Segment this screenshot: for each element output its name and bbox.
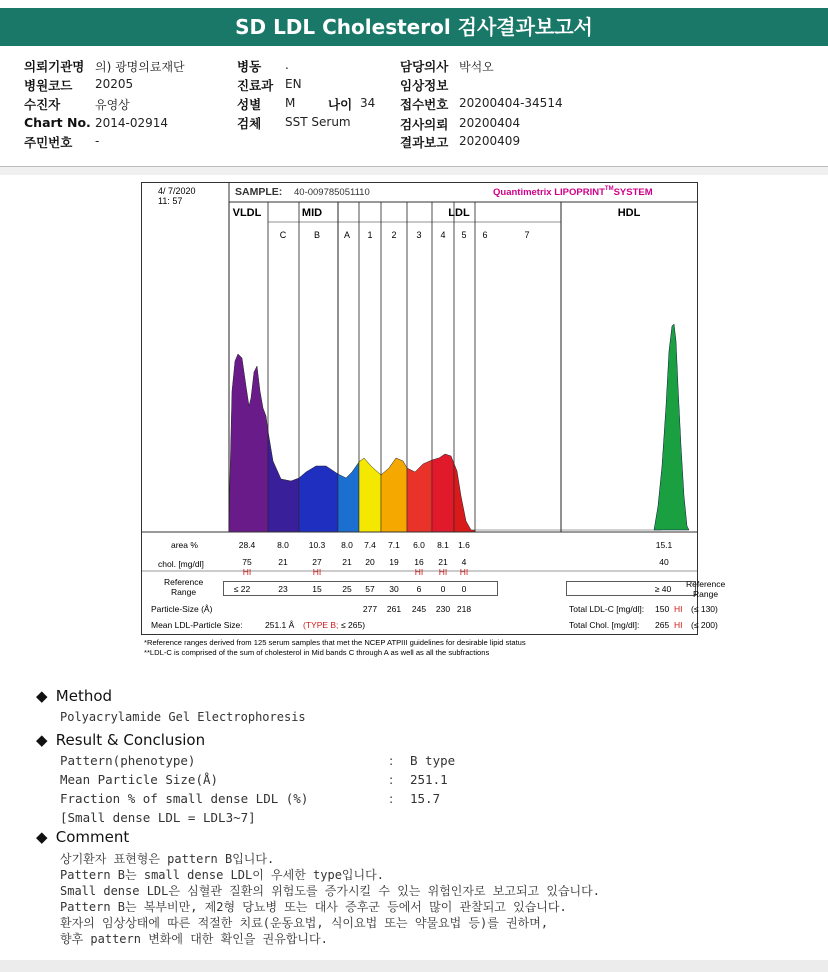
table-cell: HI [414, 567, 424, 577]
hospital-value: 의) 광명의료재단 [95, 60, 185, 74]
table-cell: 8.0 [277, 540, 289, 550]
band-labels [280, 230, 530, 240]
result-label-size: Mean Particle Size(Å) [60, 772, 219, 787]
table-cell: 7.4 [364, 540, 376, 550]
chart-value: 2014-02914 [95, 116, 169, 130]
ssn-label: 주민번호 [24, 135, 73, 150]
chol-label: chol. [mg/dl] [158, 559, 204, 569]
footnote-1: *Reference ranges derived from 125 serum samples that met the NCEP ATPIII guidelines for desirable lipid status [144, 638, 526, 647]
fraction-fill [407, 460, 432, 532]
table-cell: 23 [278, 584, 288, 594]
table-cell: 20 [365, 557, 375, 567]
result-label-pattern: Pattern(phenotype) [60, 753, 196, 768]
ward-label: 병동 [237, 59, 262, 74]
fraction-fill [359, 458, 381, 532]
ref-label-2: Range [171, 587, 197, 597]
group-vldl: VLDL [232, 207, 262, 219]
sample-id: 40-009785051110 [294, 187, 370, 198]
table-cell: 6.0 [413, 540, 425, 550]
table-cell: HI [242, 567, 252, 577]
mean-ldl-ref: ≤ 265) [341, 620, 366, 630]
sex-label: 성별 [237, 97, 262, 112]
group-mid: MID [301, 207, 323, 219]
result-colon: : [389, 753, 394, 768]
band-label: C [279, 230, 287, 240]
comment-line: Small dense LDL은 심혈관 질환의 위험도를 증가시킬 수 있는 위험인자로 보고되고 있습니다. [60, 884, 600, 898]
table-cell: 15 [312, 584, 322, 594]
method-heading: ◆ Method [36, 687, 113, 705]
result-note: [Small dense LDL = LDL3~7] [60, 810, 256, 825]
method-text: Polyacrylamide Gel Electrophoresis [60, 710, 306, 724]
table-cell: 40 [659, 557, 669, 567]
table-cell: 1.6 [458, 540, 470, 550]
report-date: 4/ 7/2020 [158, 186, 196, 196]
patient-label: 수진자 [24, 97, 61, 112]
table-cell: 21 [342, 557, 352, 567]
fraction-fill [299, 466, 338, 532]
ref-right-label-2: Range [693, 589, 719, 599]
total-ldl-ref: (≤ 130) [691, 604, 718, 614]
fraction-fill [454, 464, 475, 533]
total-chol-label: Total Chol. [mg/dl]: [569, 620, 640, 630]
area-label: area % [171, 540, 198, 550]
comment-line: 상기환자 표현형은 pattern B입니다. [60, 852, 275, 866]
table-cell: 16 [414, 557, 424, 567]
table-cell: 8.1 [437, 540, 449, 550]
table-cell: 245 [411, 604, 427, 614]
footnote-2: **LDL-C is comprised of the sum of cholesterol in Mid bands C through A as well as all the subfractions [144, 648, 490, 657]
table-cell: HI [312, 567, 322, 577]
clinical-label: 임상정보 [400, 78, 449, 93]
dept-label: 진료과 [237, 78, 274, 93]
total-ldl-label: Total LDL-C [mg/dl]: [569, 604, 645, 614]
table-cell: 8.0 [341, 540, 353, 550]
result-heading: ◆ Result & Conclusion [36, 731, 206, 749]
table-cell: 57 [365, 584, 375, 594]
diamond-bullet-icon: ◆ [36, 687, 48, 705]
result-value-size: 251.1 [410, 772, 448, 787]
result-value-pattern: B type [410, 753, 456, 768]
table-cell: HI [459, 567, 469, 577]
band-label: 3 [416, 230, 422, 240]
report-date-value: 20200409 [459, 134, 521, 148]
hospital-label: 의뢰기관명 [24, 59, 85, 74]
total-chol-flag: HI [674, 620, 683, 630]
patient-value: 유영상 [95, 98, 130, 112]
system-name: Quantimetrix LIPOPRINT™SYSTEM [493, 186, 653, 198]
table-cell: 261 [386, 604, 402, 614]
table-cell: 21 [438, 557, 448, 567]
lipoprint-report [141, 176, 774, 666]
table-cell: 15.1 [655, 540, 673, 550]
table-cell: 19 [389, 557, 399, 567]
fraction-table [234, 540, 673, 614]
table-cell: HI [438, 567, 448, 577]
request-value: 20200404 [459, 116, 521, 130]
band-label: 2 [391, 230, 397, 240]
table-cell: 27 [312, 557, 322, 567]
table-cell: 21 [278, 557, 288, 567]
sex-value: M [285, 96, 296, 110]
doctor-value: 박석오 [459, 60, 494, 74]
dept-value: EN [285, 77, 302, 91]
comment-line: Pattern B는 복부비만, 제2형 당뇨병 또는 대사 증후군 등에서 많이 관찰되고 있습니다. [60, 900, 567, 914]
code-value: 20205 [95, 77, 134, 91]
electrophoresis-curve [229, 324, 689, 532]
result-colon: : [389, 791, 394, 806]
fraction-fill [381, 458, 407, 532]
table-cell: 10.3 [308, 540, 326, 550]
comment-line: 향후 pattern 변화에 대한 확인을 권유합니다. [60, 932, 328, 946]
result-colon: : [389, 772, 394, 787]
chart-label: Chart No. [24, 115, 91, 130]
comment-line: 환자의 임상상태에 따른 적절한 치료(운동요법, 식이요법 또는 약물요법 등)를 권하며, [60, 916, 549, 930]
table-cell: 0 [440, 584, 446, 594]
table-cell: 30 [389, 584, 399, 594]
band-label: 1 [367, 230, 373, 240]
comment-heading: ◆ Comment [36, 828, 130, 846]
table-cell: 0 [461, 584, 467, 594]
total-chol-ref: (≤ 200) [691, 620, 718, 630]
group-ldl: LDL [448, 207, 470, 219]
result-label-fraction: Fraction % of small dense LDL (%) [60, 791, 309, 806]
page-footer-bar [0, 960, 828, 972]
table-cell: 218 [456, 604, 472, 614]
section-divider [0, 167, 828, 175]
hdl-peak [654, 324, 689, 530]
table-cell: 7.1 [388, 540, 400, 550]
mean-ldl-type: (TYPE B; [303, 620, 339, 630]
table-cell: 28.4 [238, 540, 256, 550]
table-cell: 277 [362, 604, 378, 614]
sample-label: SAMPLE: [235, 186, 283, 198]
fraction-fill [229, 354, 268, 532]
receipt-label: 접수번호 [400, 97, 449, 112]
total-ldl-flag: HI [674, 604, 683, 614]
specimen-value: SST Serum [285, 115, 351, 129]
result-value-fraction: 15.7 [410, 791, 441, 806]
particle-label: Particle-Size (Å) [151, 604, 213, 614]
code-label: 병원코드 [24, 78, 73, 93]
total-chol-value: 265 [655, 620, 670, 630]
ssn-value: - [95, 134, 100, 148]
receipt-value: 20200404-34514 [459, 96, 563, 110]
report-date-label: 결과보고 [400, 135, 449, 150]
table-cell: 6 [416, 584, 422, 594]
band-label: B [313, 230, 321, 240]
band-label: 7 [524, 230, 530, 240]
fraction-fill [338, 462, 359, 532]
mean-ldl-label: Mean LDL-Particle Size: [151, 620, 243, 630]
diamond-bullet-icon: ◆ [36, 828, 48, 846]
fraction-fill [432, 454, 454, 532]
table-cell: ≤ 22 [233, 584, 251, 594]
request-label: 검사의뢰 [400, 117, 449, 132]
table-cell: 4 [461, 557, 467, 567]
mean-ldl-value: 251.1 Å [265, 620, 295, 630]
fraction-fill [268, 431, 299, 532]
doctor-label: 담당의사 [400, 59, 449, 74]
lipoprint-figure [141, 176, 774, 666]
band-label: A [343, 230, 351, 240]
band-label: 6 [482, 230, 488, 240]
report-title: SD LDL Cholesterol 검사결과보고서 [0, 8, 828, 46]
band-label: 4 [440, 230, 446, 240]
ref-label-1: Reference [164, 577, 204, 587]
table-cell: ≥ 40 [654, 584, 672, 594]
diamond-bullet-icon: ◆ [36, 731, 48, 749]
table-cell: 25 [342, 584, 352, 594]
band-label: 5 [461, 230, 467, 240]
comment-line: Pattern B는 small dense LDL이 우세한 type입니다. [60, 868, 384, 882]
patient-info-panel [0, 50, 828, 167]
total-ldl-value: 150 [655, 604, 670, 614]
age-value: 34 [360, 96, 376, 110]
table-cell: 230 [435, 604, 451, 614]
specimen-label: 검체 [237, 116, 262, 131]
table-cell: 75 [242, 557, 252, 567]
report-time: 11: 57 [158, 196, 183, 206]
age-label: 나이 [328, 97, 353, 112]
group-hdl: HDL [617, 207, 641, 219]
ref-right-label-1: Reference [686, 579, 726, 589]
ward-value: . [285, 58, 289, 72]
